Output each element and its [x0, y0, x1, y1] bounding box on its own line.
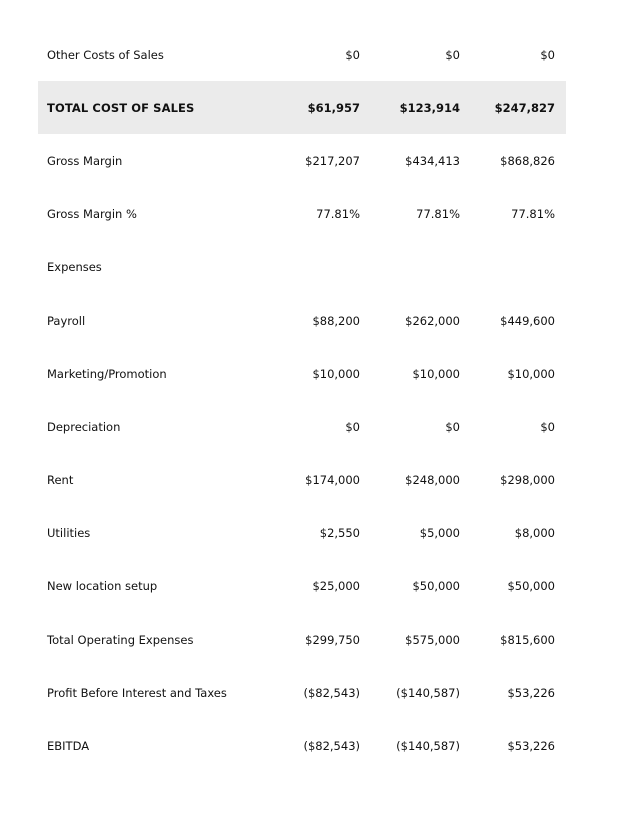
- row-value-3: $10,000: [507, 366, 555, 381]
- row-value-1: $25,000: [312, 579, 360, 594]
- row-value-3: $53,226: [507, 739, 555, 754]
- row-label: Utilities: [47, 526, 91, 541]
- table-row: [38, 507, 566, 560]
- row-value-3: 77.81%: [511, 207, 555, 222]
- table-row: [38, 347, 566, 400]
- row-value-1: $88,200: [312, 313, 360, 328]
- row-value-1: $299,750: [305, 632, 360, 647]
- row-value-2: $434,413: [405, 153, 460, 168]
- row-value-1: $0: [345, 47, 360, 62]
- row-value-2: [368, 241, 468, 294]
- row-value-3: $868,826: [500, 153, 555, 168]
- table-row: [38, 188, 566, 241]
- row-value-3: $815,600: [500, 632, 555, 647]
- row-value-2: $0: [445, 419, 460, 434]
- row-value-2: $0: [445, 47, 460, 62]
- row-label: Total Operating Expenses: [47, 632, 194, 647]
- row-label: Gross Margin: [47, 153, 123, 168]
- row-label: EBITDA: [47, 739, 90, 754]
- table-row: [38, 241, 566, 294]
- row-value-1: ($82,543): [303, 739, 360, 754]
- table-row: [38, 400, 566, 453]
- table-row: [38, 719, 566, 772]
- row-value-2: ($140,587): [396, 685, 460, 700]
- table-row: [38, 666, 566, 719]
- profit-loss-table: [38, 28, 566, 773]
- row-value-2: $10,000: [412, 366, 460, 381]
- row-value-1: $174,000: [305, 473, 360, 488]
- table-row: [38, 613, 566, 666]
- row-label: Gross Margin %: [47, 207, 137, 222]
- row-label: Rent: [47, 473, 74, 488]
- row-value-2: 77.81%: [416, 207, 460, 222]
- row-value-3: $53,226: [507, 685, 555, 700]
- row-value-1: $61,957: [268, 81, 368, 134]
- row-label: Depreciation: [47, 419, 121, 434]
- row-value-2: $50,000: [412, 579, 460, 594]
- row-value-2: ($140,587): [396, 739, 460, 754]
- row-value-1: 77.81%: [316, 207, 360, 222]
- table-row: [38, 294, 566, 347]
- row-value-3: [468, 241, 566, 294]
- row-label: Marketing/Promotion: [47, 366, 167, 381]
- table-row: [38, 454, 566, 507]
- row-value-1: $217,207: [305, 153, 360, 168]
- row-value-3: $247,827: [468, 81, 566, 134]
- table-row: [38, 560, 566, 613]
- row-label: Payroll: [47, 313, 86, 328]
- row-value-3: $8,000: [514, 526, 555, 541]
- row-value-3: $298,000: [500, 473, 555, 488]
- row-value-3: $449,600: [500, 313, 555, 328]
- row-value-2: $123,914: [368, 81, 468, 134]
- row-value-2: $575,000: [405, 632, 460, 647]
- table-row: [38, 81, 566, 134]
- row-value-1: $2,550: [319, 526, 360, 541]
- row-value-1: $0: [345, 419, 360, 434]
- row-label: Expenses: [47, 260, 102, 275]
- row-value-3: $50,000: [507, 579, 555, 594]
- row-label: Other Costs of Sales: [47, 47, 164, 62]
- row-value-3: $0: [540, 419, 555, 434]
- row-label: Profit Before Interest and Taxes: [47, 685, 227, 700]
- profit-loss-table-body: [38, 28, 566, 773]
- row-value-3: $0: [540, 47, 555, 62]
- table-row: [38, 28, 566, 81]
- row-value-1: ($82,543): [303, 685, 360, 700]
- table-row: [38, 134, 566, 187]
- row-value-1: [268, 241, 368, 294]
- row-value-2: $262,000: [405, 313, 460, 328]
- row-label: New location setup: [47, 579, 158, 594]
- row-value-2: $5,000: [419, 526, 460, 541]
- row-label: TOTAL COST OF SALES: [38, 81, 268, 134]
- row-value-2: $248,000: [405, 473, 460, 488]
- row-value-1: $10,000: [312, 366, 360, 381]
